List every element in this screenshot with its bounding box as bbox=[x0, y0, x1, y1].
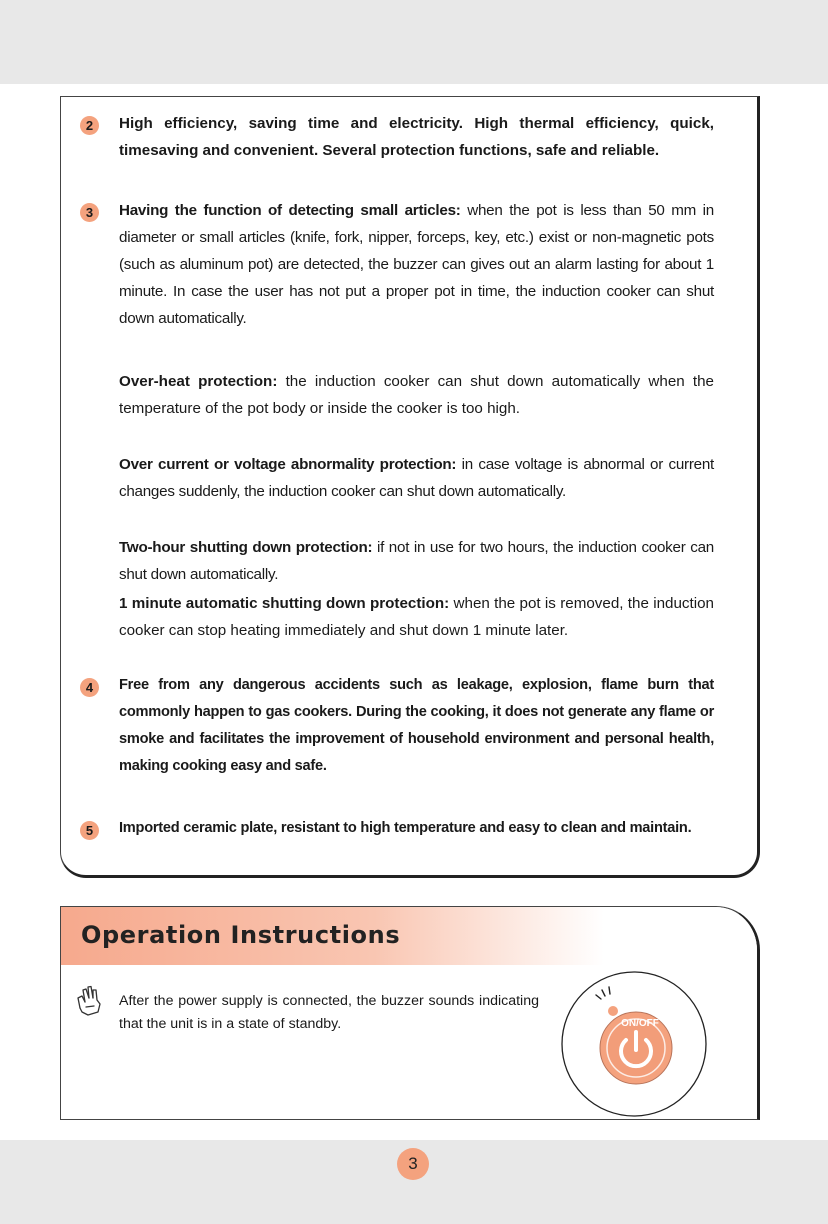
operation-text: After the power supply is connected, the buzzer sounds indicating that the unit is in a state of standby. bbox=[119, 993, 539, 1032]
operation-header bbox=[61, 907, 757, 965]
section-title: Operation Instructions bbox=[81, 921, 401, 949]
feature-item-safety bbox=[119, 672, 714, 780]
feature-body: when the pot is less than 50 mm in diameter or small articles (knife, fork, nipper, forceps, key, etc.) exist or non-magnetic pots (such as aluminum pot) are detected, the buzzer can gives out an alarm lasting for about 1 minute. In case the user has not put a proper pot in time, the induction cooker can shut down automatically. bbox=[119, 202, 714, 327]
feature-body: the induction cooker can shut down automatically when the temperature of the pot body or inside the cooker is too high. bbox=[119, 373, 714, 417]
feature-lead: Having the function of detecting small articles: bbox=[119, 202, 461, 219]
feature-item-two-hour bbox=[119, 534, 714, 588]
feature-text: High efficiency, saving time and electricity. High thermal efficiency, quick, timesaving and convenient. Several protection functions, safe and reliable. bbox=[119, 115, 714, 159]
top-margin-band bbox=[0, 0, 828, 84]
feature-lead: Two-hour shutting down protection: bbox=[119, 539, 373, 556]
pointing-hand-icon bbox=[74, 984, 108, 1018]
feature-text: Free from any dangerous accidents such as leakage, explosion, flame burn that commonly happen to gas cookers. During the cooking, it does not generate any flame or smoke and facilitates the improvement of household environment and personal health, making cooking easy and safe. bbox=[119, 677, 714, 774]
feature-item-efficiency bbox=[119, 110, 714, 164]
feature-body: if not in use for two hours, the induction cooker can shut down automatically. bbox=[119, 539, 714, 583]
feature-item-small-articles bbox=[119, 197, 714, 332]
feature-text: Imported ceramic plate, resistant to high temperature and easy to clean and maintain. bbox=[119, 820, 692, 836]
item-number-badge: 5 bbox=[80, 821, 99, 840]
item-number-badge: 3 bbox=[80, 203, 99, 222]
feature-item-overheat bbox=[119, 368, 714, 422]
feature-lead: 1 minute automatic shutting down protection: bbox=[119, 595, 450, 612]
feature-item-overcurrent bbox=[119, 451, 714, 505]
feature-item-ceramic bbox=[119, 815, 714, 842]
page-number: 3 bbox=[397, 1148, 429, 1180]
feature-lead: Over-heat protection: bbox=[119, 373, 278, 390]
power-button-illustration bbox=[560, 968, 710, 1118]
feature-body: in case voltage is abnormal or current changes suddenly, the induction cooker can shut down automatically. bbox=[119, 456, 714, 500]
item-number-badge: 2 bbox=[80, 116, 99, 135]
on-off-label: ON/OFF bbox=[621, 1018, 659, 1029]
feature-item-one-minute bbox=[119, 590, 714, 644]
item-number-badge: 4 bbox=[80, 678, 99, 697]
feature-body: when the pot is removed, the induction cooker can stop heating immediately and shut down 1 minute later. bbox=[119, 595, 714, 639]
feature-lead: Over current or voltage abnormality protection: bbox=[119, 456, 457, 473]
